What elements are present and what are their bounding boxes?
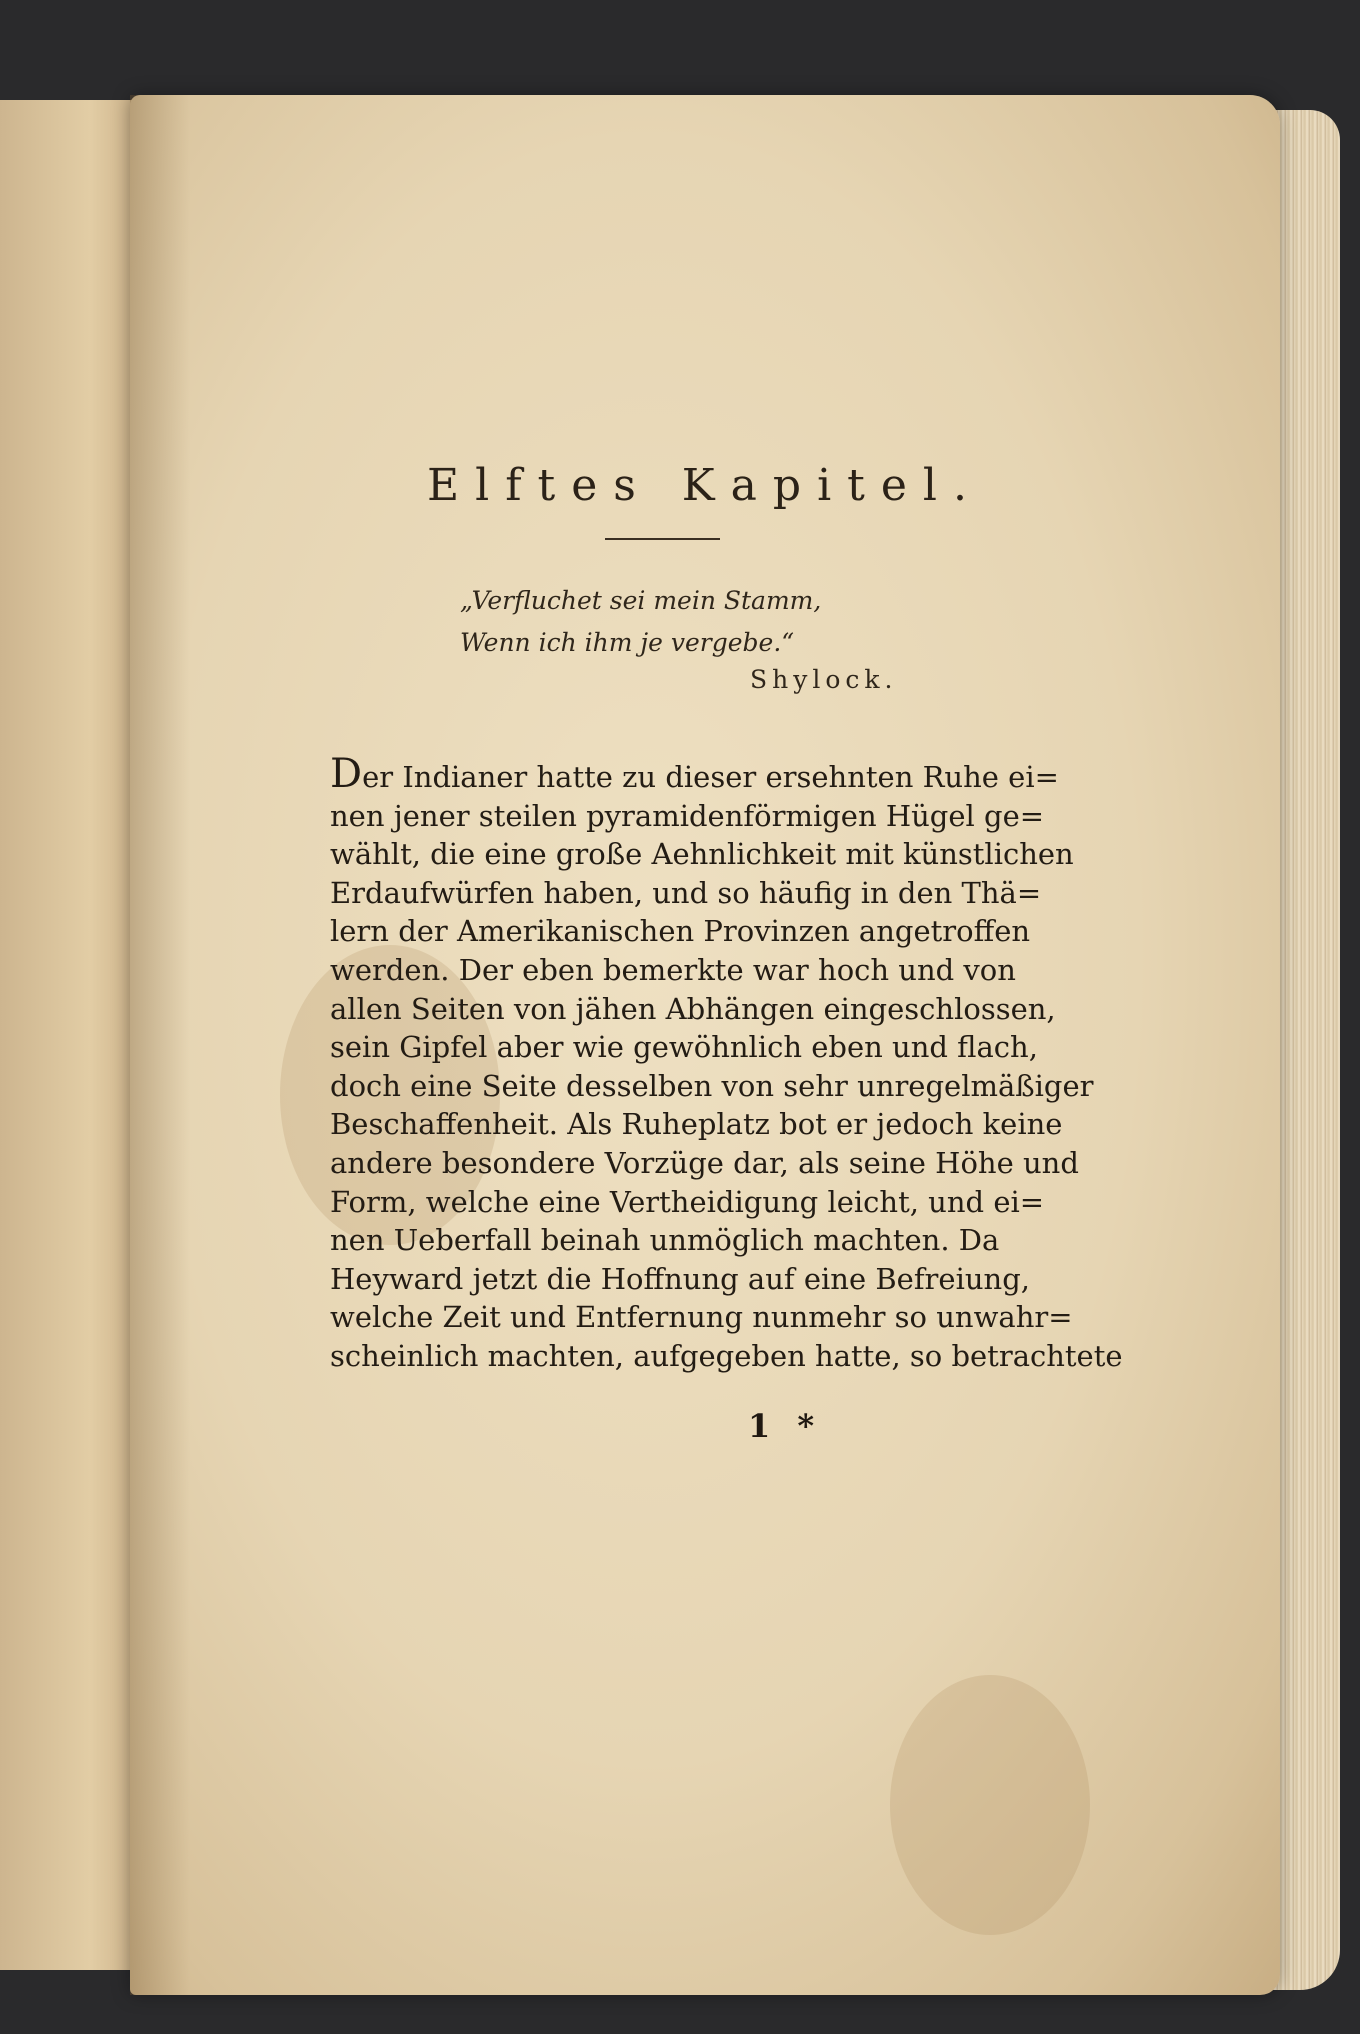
text-line: Der Indianer hatte zu dieser ersehnten Ruhe ei= xyxy=(330,751,1059,797)
text-line: Heyward jetzt die Hoffnung auf eine Befreiung, xyxy=(330,1261,1030,1296)
epigraph-attribution: Shylock. xyxy=(750,665,898,694)
text-line: Beschaffenheit. Als Ruheplatz bot er jedoch keine xyxy=(330,1107,1063,1142)
text-line: werden. Der eben bemerkte war hoch und von xyxy=(330,952,1016,987)
text-line: sein Gipfel aber wie gewöhnlich eben und flach, xyxy=(330,1030,1038,1065)
epigraph-line: Wenn ich ihm je vergebe.“ xyxy=(460,628,795,657)
text-line: nen Ueberfall beinah unmöglich machten. Da xyxy=(330,1223,1000,1258)
text-line: doch eine Seite desselben von sehr unregelmäßiger xyxy=(330,1068,1094,1103)
text-line: Form, welche eine Vertheidigung leicht, und ei= xyxy=(330,1184,1045,1219)
epigraph-line: „Verfluchet sei mein Stamm, xyxy=(460,586,822,615)
text-line: lern der Amerikanischen Provinzen angetroffen xyxy=(330,914,1031,949)
text-line: nen jener steilen pyramidenförmigen Hügel ge= xyxy=(330,798,1045,833)
body-text xyxy=(330,751,1123,1376)
gutter-shadow xyxy=(130,95,190,1995)
text-line: Erdaufwürfen haben, und so häufig in den Thä= xyxy=(330,875,1042,910)
text-line: andere besondere Vorzüge dar, als seine Höhe und xyxy=(330,1145,1079,1180)
book-page xyxy=(130,95,1280,1995)
text-line: wählt, die eine große Aehnlichkeit mit künstlichen xyxy=(330,837,1074,872)
page-number: 1 * xyxy=(748,1407,823,1445)
text-line: allen Seiten von jähen Abhängen eingeschlossen, xyxy=(330,991,1056,1026)
text-line: scheinlich machten, aufgegeben hatte, so betrachtete xyxy=(330,1338,1123,1373)
left-page-edge xyxy=(0,100,150,1970)
paper-stain xyxy=(890,1675,1090,1935)
chapter-title: Elftes Kapitel. xyxy=(427,460,983,511)
text-line: welche Zeit und Entfernung nunmehr so unwahr= xyxy=(330,1300,1073,1335)
epigraph xyxy=(460,580,880,664)
title-rule xyxy=(605,538,720,540)
